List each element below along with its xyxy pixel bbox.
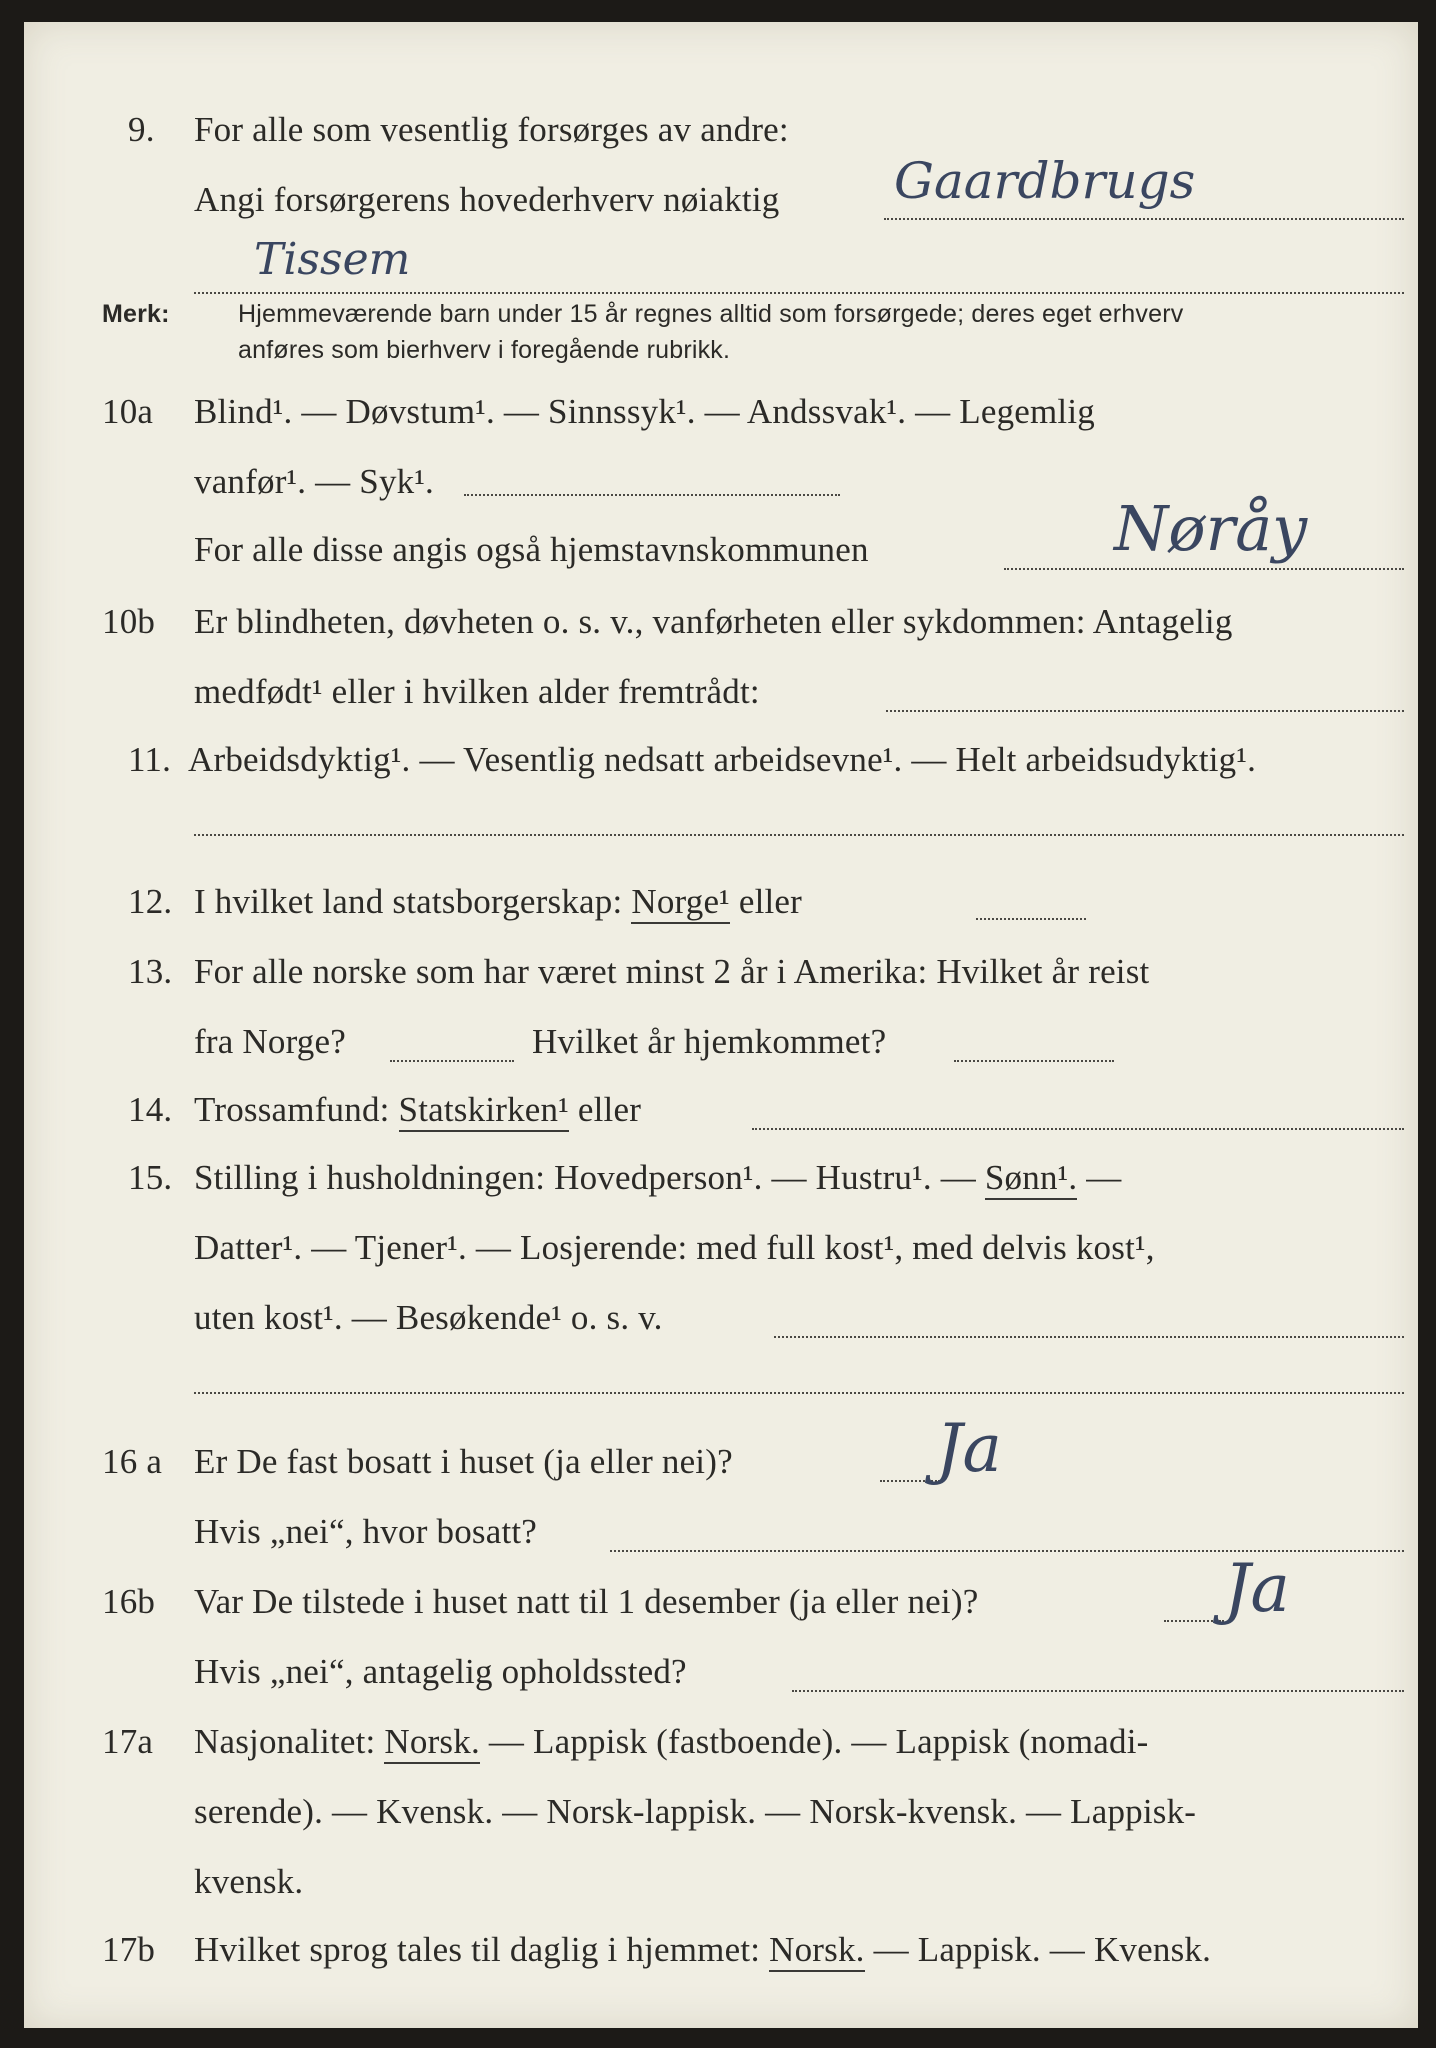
q17b-norsk-underlined: Norsk. xyxy=(769,1930,865,1972)
q16a-handwritten-answer: Ja xyxy=(936,1410,1002,1487)
q10a-number: 10a xyxy=(102,392,154,431)
q15-text-1a: Stilling i husholdningen: Hovedperson¹. — Hustru¹. — xyxy=(194,1158,976,1197)
q17a-text-1b: — Lappisk (fastboende). — Lappisk (nomadi- xyxy=(488,1722,1149,1761)
q15-sonn-underlined: Sønn¹. xyxy=(985,1158,1077,1200)
q9-handwritten-answer-2: Tissem xyxy=(254,234,411,285)
q13-number: 13. xyxy=(128,952,173,991)
q16b-location-line[interactable] xyxy=(792,1688,1404,1692)
q11-text: Arbeidsdyktig¹. — Vesentlig nedsatt arbeidsevne¹. — Helt arbeidsudyktig¹. xyxy=(188,740,1257,779)
q10a-handwritten-answer: Nøråy xyxy=(1114,492,1308,565)
q9-handwritten-answer: Gaardbrugs xyxy=(894,152,1196,210)
q16b-text-2: Hvis „nei“, antagelig opholdssted? xyxy=(194,1652,687,1691)
q17a-text-2: serende). — Kvensk. — Norsk-lappisk. — Norsk-kvensk. — Lappisk- xyxy=(194,1792,1197,1831)
q10a-home-municipality-line[interactable] xyxy=(1004,566,1404,570)
q12-prefix: I hvilket land statsborgerskap: xyxy=(194,882,623,921)
merk-text: Hjemmeværende barn under 15 år regnes alltid som forsørgede; deres eget erhverv xyxy=(238,300,1184,328)
q13-left-norway-line[interactable] xyxy=(390,1058,514,1062)
q14-suffix: eller xyxy=(577,1090,642,1129)
q16a-number: 16 a xyxy=(102,1442,163,1481)
merk-label: Merk: xyxy=(102,300,170,328)
q15-number: 15. xyxy=(128,1158,173,1197)
q17b-text-1b: — Lappisk. — Kvensk. xyxy=(873,1930,1212,1969)
q10a-text-3: For alle disse angis også hjemstavnskommunen xyxy=(194,530,869,569)
q12-suffix: eller xyxy=(738,882,803,921)
q10a-text: Blind¹. — Døvstum¹. — Sinnssyk¹. — Andssvak¹. — Legemlig xyxy=(194,392,1095,431)
q10b-number: 10b xyxy=(102,602,156,641)
q15-text-2: Datter¹. — Tjener¹. — Losjerende: med full kost¹, med delvis kost¹, xyxy=(194,1228,1155,1267)
q12-answer-line[interactable] xyxy=(976,916,1086,920)
q12-norge-underlined: Norge¹ xyxy=(631,882,730,924)
merk-text-2: anføres som bierhverv i foregående rubrikk. xyxy=(238,336,731,364)
q9-number: 9. xyxy=(128,110,155,149)
q17b-number: 17b xyxy=(102,1930,156,1969)
q14-statskirken-underlined: Statskirken¹ xyxy=(399,1090,569,1132)
q10a-answer-line[interactable] xyxy=(464,492,840,496)
q13-text: For alle norske som har været minst 2 år i Amerika: Hvilket år reist xyxy=(194,952,1150,991)
q17a-text-3: kvensk. xyxy=(194,1862,304,1901)
q10b-text-2: medfødt¹ eller i hvilken alder fremtrådt: xyxy=(194,672,760,711)
q14-text xyxy=(194,1090,641,1130)
q16a-text-2: Hvis „nei“, hvor bosatt? xyxy=(194,1512,538,1551)
q12-text xyxy=(194,882,802,922)
q16b-handwritten-answer: Ja xyxy=(1224,1550,1290,1627)
q13-returned-line[interactable] xyxy=(954,1058,1114,1062)
q14-prefix: Trossamfund: xyxy=(194,1090,390,1129)
census-form-page xyxy=(24,22,1418,2028)
q13-text-2b: Hvilket år hjemkommet? xyxy=(532,1022,887,1061)
q15-text-3: uten kost¹. — Besøkende¹ o. s. v. xyxy=(194,1298,663,1337)
q17a-text-1a: Nasjonalitet: xyxy=(194,1722,376,1761)
q16b-text: Var De tilstede i huset natt til 1 desember (ja eller nei)? xyxy=(194,1582,979,1621)
q15-text-1b: — xyxy=(1086,1158,1122,1197)
q9-text-2: Angi forsørgerens hovederhverv nøiaktig xyxy=(194,180,780,219)
q14-number: 14. xyxy=(128,1090,173,1129)
q17a-number: 17a xyxy=(102,1722,154,1761)
q15-text xyxy=(194,1158,1121,1198)
q14-answer-line[interactable] xyxy=(752,1126,1404,1130)
q17a-text xyxy=(194,1722,1149,1762)
q16a-answer-line[interactable] xyxy=(880,1478,940,1482)
q9-answer-line-2[interactable] xyxy=(194,290,1404,294)
q16b-number: 16b xyxy=(102,1582,156,1621)
q17b-text xyxy=(194,1930,1211,1970)
q9-text: For alle som vesentlig forsørges av andre: xyxy=(194,110,789,149)
q10b-text: Er blindheten, døvheten o. s. v., vanførheten eller sykdommen: Antagelig xyxy=(194,602,1233,641)
q9-answer-line[interactable] xyxy=(884,216,1404,220)
q11-answer-line[interactable] xyxy=(194,834,1404,836)
q16b-answer-line[interactable] xyxy=(1164,1618,1224,1622)
q10b-answer-line[interactable] xyxy=(886,708,1404,712)
q15-answer-line[interactable] xyxy=(774,1334,1404,1338)
q12-number: 12. xyxy=(128,882,173,921)
q16a-text: Er De fast bosatt i huset (ja eller nei)? xyxy=(194,1442,733,1481)
q17b-text-1a: Hvilket sprog tales til daglig i hjemmet: xyxy=(194,1930,761,1969)
q13-text-2a: fra Norge? xyxy=(194,1022,346,1061)
q15-answer-line-2[interactable] xyxy=(194,1392,1404,1394)
q17a-norsk-underlined: Norsk. xyxy=(384,1722,480,1764)
q11-number: 11. xyxy=(128,740,172,779)
q10a-text-2: vanfør¹. — Syk¹. xyxy=(194,462,434,501)
